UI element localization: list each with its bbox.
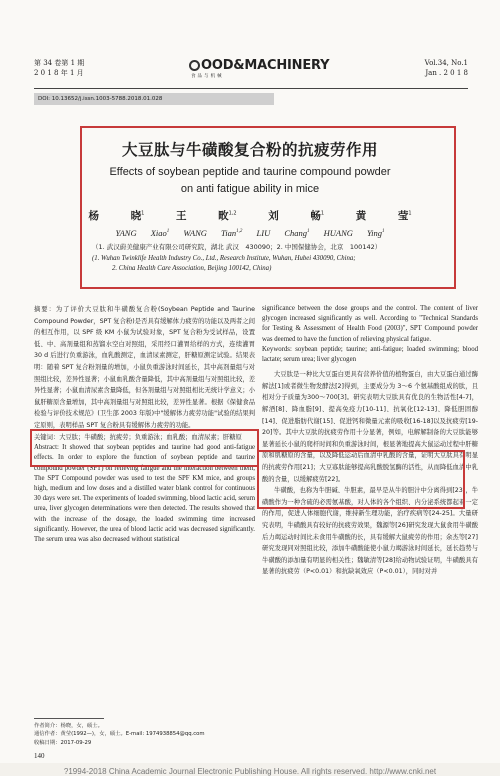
header-rule [34, 88, 468, 89]
body-paragraph-1: 大豆肽是一种比大豆蛋白更具有营养价值的植物蛋白，由大豆蛋白通过酶解法[1]或者微生物发酵法[2]得到，主要成分为 3～6 个氨基酸组成的肽，且相对分子质量为300～700[3]。研究表明大豆肽具有优良的生物活性[4-7]，解酒[8]、降血脂[9]、提高免疫力[10-11]、抗氧化[12-13]、降低胆固醇[14]、促进脂肪代谢[15]、促进钙和微量元素的吸收[16-18]以及抗疲劳[19-20]等。其中大豆肽的抗疲劳作用十分显著，例如，电解解制备的大豆肽能够显著延长小鼠的爬杆时间和负重游泳时间，根显著地提高大鼠运动过程中肝糖原和肌糖原的含量，以及降低运动后血清中乳酸的含量，证明大豆肽具有明显的抗疲劳作用[21]；大豆寡肽能够提高乳酸脱氢酶的活性，从而降低血清中乳酸的含量，以缓解疲劳[22]。 [262, 371, 478, 483]
affiliation-cn: （1. 武汉蔚美健康产业有限公司研究院，湖北 武汉 430090；2. 中国保健协会，北京 100142） [92, 243, 382, 251]
abstract-en-continued: significance between the dose groups and the control. The content of liver glycogen increased significantly as well. According to "Technical Standards for Testing & Assessment of Health Food (2003)", SPT Compound powder was deemed to have the function of relieving physical fatigue. [262, 305, 478, 343]
abstract-en: Abstract: It showed that soybean peptides and taurine had good anti-fatigue effects. In order to explore the function of soybean peptide and taurine compound powder (SPT) on relieving fatigue and the interaction between them, The SPT Compound powder was used to test the SPF KM mice, and groups high, medium and low doses and a distilled water blank control for continuous 30 days were set. The experiments of loaded swimming, blood lactic acid, serum urea, liver glycogen determinations were then detected. The results showed that with the increase of the dosage, the loaded swimming time increased significantly. However, the urea of blood lactic acid was decreased significantly. The serum urea was also decreased without statistical [34, 444, 255, 543]
authors-en: YANG Xiao$^1$ WANG Tian$^{1,2}$ LIU Chang$^1$ HUANG Ying$^1$ [115, 228, 385, 238]
abstract-highlight-box [30, 429, 259, 467]
header-volume-en: Vol.34, No.1 Jan . 2 0 1 8 [424, 59, 468, 77]
page-number: 140 [34, 752, 45, 760]
author-footnote: 作者简介：杨晓，女，硕士。 通信作者：黄莹(1992—)，女，硕士。E-mail: 1974938854@qq.com 收稿日期：2017-09-29 [34, 723, 205, 746]
header-volume-cn: 第 34 卷第 1 期 2 0 1 8 年 1 月 [34, 59, 85, 77]
journal-subtitle: 食 品 与 机 械 [191, 74, 222, 79]
authors-cn: 杨 晓$^1$ 王 畋$^{1,2}$ 刘 畅$^1$ 黄 莹$^1$ [88, 210, 412, 222]
article-title-en: Effects of soybean peptide and taurine compound powder on anti fatigue ability in mice [109, 166, 391, 195]
journal-logo: OOD&MACHINERY 食 品 与 机 械 [191, 58, 330, 79]
article-title-cn: 大豆肽与牛磺酸复合粉的抗疲劳作用 [121, 141, 378, 159]
footnote-rule [34, 718, 104, 719]
affiliation-en-2: 2. China Health Care Association, Beijing 100142, China) [112, 265, 272, 272]
left-column [34, 304, 255, 545]
copyright-line: ?1994-2018 China Academic Journal Electronic Publishing House. All rights reserved. http://www.cnki.net [63, 767, 437, 776]
right-column [262, 304, 478, 578]
abstract-cn: 摘要：为了评价大豆肽和牛磺酸复合粉(Soybean Peptide and Taurine Compound Powder，SPT 复合粉)是否具有缓解体力疲劳的功能以及两者之间的相互作用，以 SPF 级 KM 小鼠为试验对象，SPT 复合粉为受试样品，设置低、中、高剂量组和蒸馏水空白对照组，采用经口灌胃给样的方式，连续灌胃 30 d 后进行负重游泳，血乳酸测定，血清尿素测定，肝糖原测定试验。结果表明：随着 SPT 复合粉剂量的增加，小鼠负重游泳时间延长，其中高剂量组与对照组比较，差异性显著；小鼠血乳酸含量降低，其中高剂量组与对照组比较，差异性显著；小鼠血清尿素含量降低，但各剂量组与对照组相比无统计学意义；小鼠肝糖原含量增加，其中高剂量组与对照组比较，差异性显著。根据《保健食品检验与评价技术规范》(卫生部 2003 年版)中"缓解体力疲劳功能"试验的结果判定原则，表明样品 SPT 复合粉具有缓解体力疲劳的功能。 [34, 306, 256, 429]
running-header [34, 58, 468, 86]
body-highlight-box [257, 450, 465, 509]
affiliation-en-1: (1. Wuhan Twinklife Health Industry Co., Ltd., Research Institute, Wuhan, Hubei 430090, China; [92, 255, 356, 262]
doi-bar: DOI: 10.13652/j.issn.1003-5788.2018.01.028 [34, 93, 274, 105]
body-highlighted: 300～700[3]。研究表明大豆肽具有优良的生物活性[4-7]，解酒[8]、降血脂[9]、提高免疫力[10-11]、抗氧化[12-13]、降低胆固醇[14]、促进脂肪代谢[15]、促进钙和微量元素的吸收[16-18]以及抗疲劳[19-20]等。 [262, 394, 478, 437]
keywords-cn: 关键词：大豆肽；牛磺酸；抗疲劳；负重游泳；血乳酸；血清尿素；肝糖原 [34, 433, 242, 441]
abstract-cn-highlighted: 较，差异性显著。根据《保健食品检验与评价技术规范》(卫生部 2003 年版)中"缓解体力疲劳功能"试验的结果判定原则，表明样品 SPT 复合粉具有缓解体力疲劳的功能。 [34, 398, 256, 429]
keywords-en: Keywords: soybean peptide; taurine; anti-fatigue; loaded swimming; blood lactate; serum urea; liver glycogen [262, 345, 478, 364]
body-paragraph-2: 牛磺酸，也称为牛胆碱、牛胆素，最早是从牛的胆汁中分离得到[23]，牛磺酸作为一种含硫的必需氨基酸，对人体的各个组织、内分泌系统都起着一定的作用，促进人体细胞代谢，维持新生理功能，治疗疾病等[24-25]。大量研究表明，牛磺酸具有较好的抗疲劳效果，魏源等[26]研究发现大鼠食用牛磺酸后力竭运动时间比未食用牛磺酸的长，具有缓解大鼠疲劳的作用；余杰等[27]研究发现同对照组比较，添加牛磺酸能使小鼠力竭游泳时间延长，延长趋势与牛磺酸的添加量有明显的相关性；魏敏清等[28]给动物试验证明，牛磺酸具有显著的抗疲劳（P<0.01）和抗缺氧效应（P<0.01），同时对并 [262, 487, 478, 576]
journal-logo-icon [189, 60, 200, 71]
